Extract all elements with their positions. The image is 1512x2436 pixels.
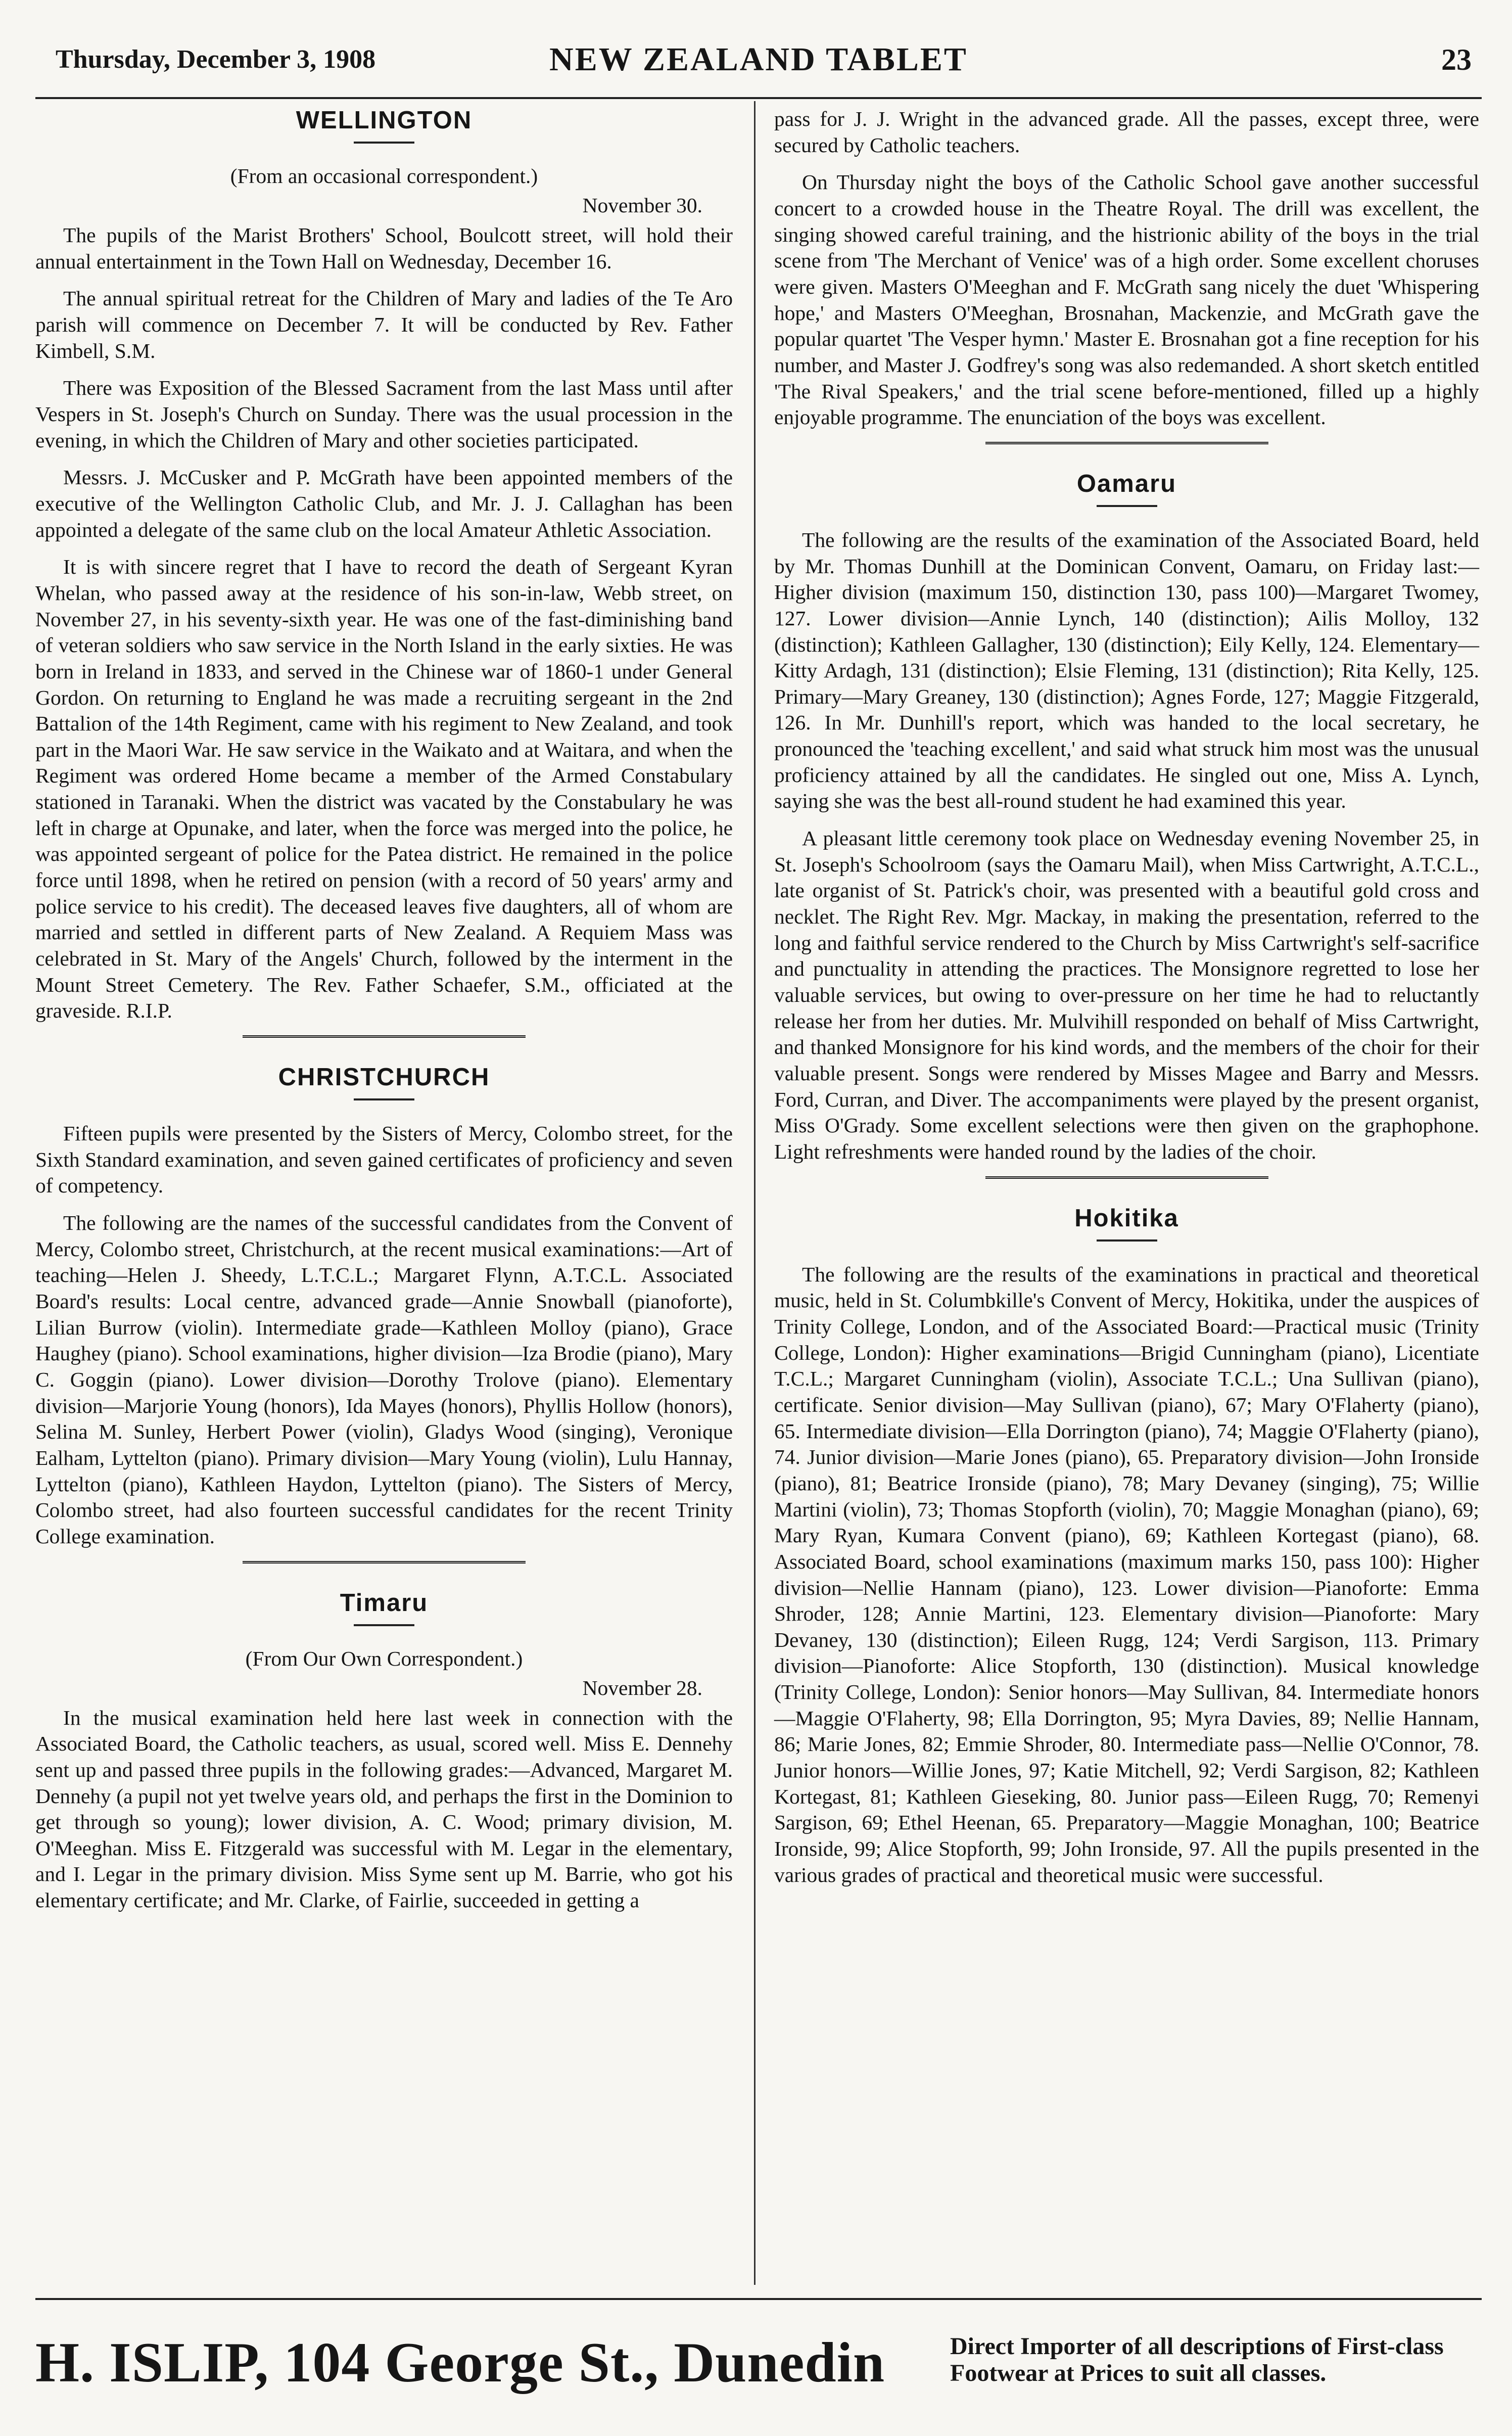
timaru-continued-paragraph: On Thursday night the boys of the Catholic School gave another successful concert to a crowded house in the Theatre Royal. The drill was excellent, the singing showed careful training, and the histrionic ability of the boys in the trial scene from 'The Merchant of Venice' was of a high order. Some excellent choruses were given. Masters O'Meeghan and F. McGrath sang nicely the duet 'Whispering hope,' and Masters O'Meeghan, Brosnahan, Mackenzie, and McGrath gave the popular quartet 'The Vesper hymn.' Master E. Brosnahan got a fine reception for his number, and Master J. Godfrey's song was also redemanded. A short sketch entitled 'The Rival Speakers,' and the trial scene before-mentioned, filled up a highly enjoyable programme. The enunciation of the boys was excellent. (774, 170, 1479, 429)
section-divider (243, 1561, 526, 1566)
timaru-continued (774, 106, 1479, 431)
wellington-section (35, 106, 733, 1024)
section-heading-oamaru: Oamaru (1076, 470, 1177, 497)
heading-rule (354, 142, 414, 144)
hokitika-paragraph: The following are the results of the examinations in practical and theoretical music, held in St. Columbkille's Convent of Mercy, Hokitika, under the auspices of Trinity College, London, and of the Associated Board:—Practical music (Trinity College, London): Higher examinations—Brigid Cunningham (piano), Licentiate T.C.L.; Margaret Cunningham (violin), Associate T.C.L.; Una Sullivan (piano), certificate. Senior division—May Sullivan (piano), 67; Mary O'Flaherty (piano), 65. Intermediate division—Ella Dorrington (piano), 74; Maggie O'Flaherty (piano), 74. Junior division—Marie Jones (piano), 65. Preparatory division—John Ironside (piano), 81; Beatrice Ironside (piano), 78; Mary Devaney (singing), 75; Willie Martini (violin), 73; Thomas Stopforth (violin), 70; Maggie Monaghan (piano), 69; Mary Ryan, Kumara Convent (piano), 69; Kathleen Kortegast (piano), 68. Associated Board, school examinations (maximum marks 150, pass 100): Higher division—Nellie Hannam (piano), 123. Lower division—Pianoforte: Emma Shroder, 128; Annie Martini, 123. Elementary division—Pianoforte: Mary Devaney, 130 (distinction); Eileen Rugg, 124; Verdi Sargison, 113. Primary division—Pianoforte: Alice Stopforth, 130 (distinction). Musical knowledge (Trinity College, London): Senior honors—May Sullivan, 84. Intermediate honors—Maggie O'Flaherty, 98; Ella Dorrington, 95; Myra Davies, 89; Nellie Hannam, 86; Marie Jones, 82; Emmie Shroder, 80. Intermediate pass—Nellie O'Connor, 78. Junior honors—Willie Jones, 97; Katie Mitchell, 92; Verdi Sargison, 82; Kathleen Kortegast, 81; Kathleen Gieseking, 80. Junior pass—Eileen Rugg, 70; Remenyi Sargison, 69; Ethel Heenan, 65. Preparatory—Maggie Monaghan, 100; Beatrice Ironside, 99; Alice Stopforth, 99; John Ironside, 97. All the pupils presented in the various grades of practical and theoretical music were successful. (774, 1262, 1479, 1887)
section-divider (985, 442, 1268, 446)
section-heading-christchurch: CHRISTCHURCH (278, 1064, 490, 1091)
section-heading-wellington: WELLINGTON (296, 107, 472, 134)
wellington-paragraph: There was Exposition of the Blessed Sacrament from the last Mass until after Vespers in St. Joseph's Church on Sunday. There was the usual procession in the evening, in which the Children of Mary and other societies participated. (35, 376, 733, 452)
section-heading-timaru: Timaru (340, 1589, 429, 1617)
issue-date: Thursday, December 3, 1908 (56, 45, 376, 74)
section-divider (243, 1035, 526, 1040)
oamaru-paragraph: A pleasant little ceremony took place on Wednesday evening November 25, in St. Joseph's Schoolroom (says the Oamaru Mail), when Miss Cartwright, A.T.C.L., late organist of St. Patrick's choir, was presented with a beautiful gold cross and necklet. The Right Rev. Mgr. Mackay, in making the presentation, referred to the long and faithful service rendered to the Church by Miss Cartwright's self-sacrifice and punctuality in attending the practices. The Monsignore regretted to lose her valuable services, but owing to over-pressure on her time he had to reluctantly release her from her duties. Mr. Mulvihill responded on behalf of Miss Cartwright, and thanked Monsignore for his kind words, and the members of the choir for their valuable present. Songs were rendered by Misses Magee and Barry and Messrs. Ford, Curran, and Diver. The accompaniments were played by the present organist, Miss O'Grady. Some excellent selections were then given on the graphophone. Light refreshments were handed round by the ladies of the choir. (774, 826, 1479, 1163)
section-divider (985, 1176, 1268, 1181)
wellington-byline: (From an occasional correspondent.) (230, 164, 538, 188)
section-heading-hokitika: Hokitika (1074, 1204, 1179, 1232)
oamaru-paragraph: The following are the results of the examination of the Associated Board, held by Mr. Thomas Dunhill at the Dominican Convent, Oamaru, on Friday last:—Higher division (maximum 150, distinction 130, pass 100)—Margaret Twomey, 127. Lower division—Annie Lynch, 140 (distinction); Ailis Molloy, 132 (distinction); Kathleen Gallagher, 130 (distinction); Eily Kelly, 124. Elementary—Kitty Ardagh, 131 (distinction); Elsie Fleming, 131 (distinction); Rita Kelly, 125. Primary—Mary Greaney, 130 (distinction); Agnes Forde, 127; Maggie Fitzgerald, 126. In Mr. Dunhill's report, which was handed to the local secretary, he pronounced the 'teaching excellent,' and said what struck him most was the unusual proficiency attained by all the candidates. He singled out one, Miss A. Lynch, saying she was the best all-round student he had examined this year. (774, 528, 1479, 813)
heading-rule (354, 1624, 414, 1626)
christchurch-section (35, 1063, 733, 1550)
oamaru-section (774, 470, 1479, 1165)
timaru-dateline: November 28. (582, 1676, 702, 1699)
right-column (774, 106, 1479, 1899)
wellington-paragraph: The annual spiritual retreat for the Children of Mary and ladies of the Te Aro parish will commence on December 7. It will be conducted by Rev. Father Kimbell, S.M. (35, 287, 733, 362)
wellington-dateline: November 30. (582, 194, 702, 217)
page-number: 23 (1441, 43, 1472, 76)
footer-rule (35, 2298, 1482, 2300)
header-rule (35, 97, 1482, 99)
christchurch-paragraph: The following are the names of the successful candidates from the Convent of Mercy, Colombo street, Christchurch, at the recent musical examinations:—Art of teaching—Helen J. Sheedy, L.T.C.L.; Margaret Flynn, A.T.C.L. Associated Board's results: Local centre, advanced grade—Annie Snowball (pianoforte), Lilian Burrow (violin). Intermediate grade—Kathleen Molloy (piano), Grace Haughey (piano). School examinations, higher division—Iza Brodie (piano), Mary C. Goggin (piano). Lower division—Dorothy Trolove (piano). Elementary division—Marjorie Young (honors), Ida Mayes (honors), Phyllis Hollow (honors), Selina M. Sunley, Herbert Power (violin), Gladys Wood (singing), Veronique Ealham, Lyttelton (piano). Primary division—Mary Young (violin), Lulu Hannay, Lyttelton (piano), Kathleen Haydon, Lyttelton (piano). The Sisters of Mercy, Colombo street, had also fourteen successful candidates for the recent Trinity College examination. (35, 1211, 733, 1548)
heading-rule (1097, 1239, 1157, 1242)
timaru-paragraph: In the musical examination held here last week in connection with the Associated Board, the Catholic teachers, as usual, scored well. Miss E. Dennehy sent up and passed three pupils in the following grades:—Advanced, Margaret M. Dennehy (a pupil not yet twelve years old, and perhaps the first in the Dominion to get through so young); lower division, A. C. Wood; primary division, M. O'Meeghan. Miss E. Fitzgerald was successful with M. Legar in the elementary, and I. Legar in the primary division. Miss Syme sent up M. Barrie, who got his elementary certificate; and Mr. Clarke, of Fairlie, succeeded in getting a (35, 1706, 733, 1912)
column-divider (754, 101, 755, 2285)
timaru-continued-paragraph: pass for J. J. Wright in the advanced grade. All the passes, except three, were secured by Catholic teachers. (774, 107, 1479, 157)
masthead-title: NEW ZEALAND TABLET (549, 41, 968, 78)
advertiser-name: H. ISLIP, 104 George St., Dunedin (35, 2331, 885, 2394)
footer-advertisement (35, 2310, 1482, 2411)
hokitika-section (774, 1204, 1479, 1889)
heading-rule (1097, 505, 1157, 507)
wellington-paragraph: Messrs. J. McCusker and P. McGrath have been appointed members of the executive of the Wellington Catholic Club, and Mr. J. J. Callaghan has been appointed a delegate of the same club on the local Amateur Athletic Association. (35, 466, 733, 541)
wellington-paragraph: It is with sincere regret that I have to record the death of Sergeant Kyran Whelan, who passed away at the residence of his son-in-law, Webb street, on November 27, in his seventy-sixth year. He was one of the fast-diminishing band of veteran soldiers who saw service in the North Island in the early sixties. He was born in Ireland in 1833, and served in the Chinese war of 1860-1 under General Gordon. On returning to England he was made a recruiting sergeant in the 2nd Battalion of the 14th Regiment, came with his regiment to New Zealand, and took part in the Maori War. He saw service in the Waikato and at Waitara, and when the Regiment was ordered Home became a member of the Armed Constabulary stationed in Taranaki. When the district was vacated by the Constabulary he was left in charge at Opunake, and later, when the force was merged into the police, he was appointed sergeant of police for the Patea district. He remained in the police force until 1898, when he retired on pension (with a record of 50 years' army and police service to his credit). The deceased leaves five daughters, all of whom are married and settled in different parts of New Zealand. A Requiem Mass was celebrated in St. Mary of the Angels' Church, followed by the interment in the Mount Street Cemetery. The Rev. Father Schaefer, S.M., officiated at the graveside. R.I.P. (35, 555, 733, 1023)
wellington-paragraph: The pupils of the Marist Brothers' School, Boulcott street, will hold their annual entertainment in the Town Hall on Wednesday, December 16. (35, 223, 733, 273)
left-column (35, 106, 733, 1925)
timaru-byline: (From Our Own Correspondent.) (245, 1646, 523, 1670)
christchurch-paragraph: Fifteen pupils were presented by the Sisters of Mercy, Colombo street, for the Sixth Standard examination, and seven gained certificates of proficiency and seven of competency. (35, 1122, 733, 1198)
timaru-section (35, 1589, 733, 1914)
advertiser-tagline: Direct Importer of all descriptions of First-class Footwear at Prices to suit all classes. (950, 2333, 1444, 2386)
heading-rule (354, 1098, 414, 1100)
page-header (35, 20, 1482, 76)
